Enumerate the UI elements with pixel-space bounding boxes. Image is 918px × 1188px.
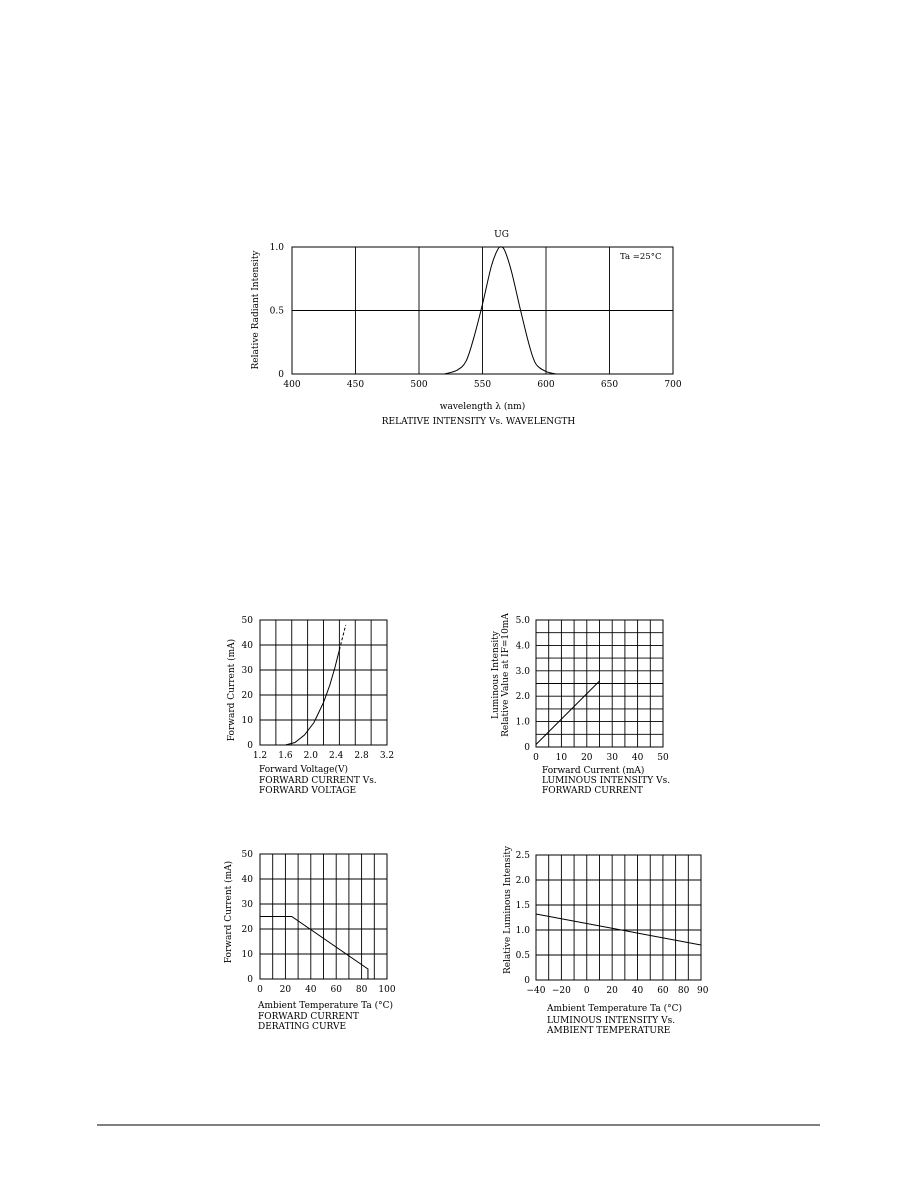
data-series-line [260, 917, 368, 980]
x-axis-label: wavelength λ (nm) [439, 402, 526, 412]
x-axis-label: Ambient Temperature Ta (°C) [258, 1001, 394, 1011]
chart-if-vf [226, 616, 394, 796]
chart-caption: FORWARD CURRENT [258, 1012, 359, 1022]
x-tick-label: 1.2 [252, 751, 268, 761]
y-tick-label: 2.0 [515, 692, 530, 703]
chart-caption: FORWARD CURRENT [542, 786, 643, 796]
chart-iv-ta [503, 845, 709, 1036]
y-tick-label: 5.0 [515, 616, 530, 626]
y-axis-label: Relative Value at IF=10mA [501, 613, 511, 737]
x-tick-label: 0 [533, 753, 539, 763]
y-tick-label: 0 [278, 370, 284, 380]
x-axis-label: Forward Current (mA) [542, 766, 645, 776]
y-tick-label: 10 [241, 716, 253, 726]
plot-frame [536, 855, 701, 980]
y-tick-label: 2.5 [515, 851, 530, 861]
y-axis-label: Relative Radiant Intensity [251, 250, 261, 370]
x-tick-label: 0 [583, 986, 590, 996]
chart-caption: FORWARD VOLTAGE [259, 786, 357, 796]
x-tick-label: 650 [600, 380, 619, 390]
y-tick-label: 2.0 [515, 876, 530, 886]
y-tick-label: 10 [241, 950, 253, 960]
x-tick-label: 2.8 [354, 751, 369, 761]
y-tick-label: 1.0 [515, 926, 530, 936]
data-series-line [536, 681, 600, 745]
x-tick-label: 80 [355, 985, 368, 995]
x-tick-label: 20 [606, 986, 618, 996]
y-tick-label: 0 [524, 976, 530, 986]
x-tick-label: 2.4 [329, 751, 344, 761]
x-tick-label: 20 [581, 753, 593, 763]
x-tick-label: 1.6 [278, 751, 293, 761]
y-tick-label: 0 [524, 743, 530, 753]
x-tick-label: 450 [346, 380, 365, 390]
y-tick-label: 0 [247, 741, 253, 751]
y-tick-label: 50 [241, 850, 253, 860]
x-tick-label: 600 [537, 380, 555, 390]
x-tick-label: 60 [657, 986, 669, 996]
chart-annotation: Ta =25°C [620, 252, 662, 262]
x-tick-label: 40 [305, 985, 317, 995]
x-tick-label: 60 [330, 985, 342, 995]
chart-caption: LUMINOUS INTENSITY Vs. [547, 1016, 676, 1026]
y-tick-label: 1.0 [269, 243, 284, 253]
x-tick-label: −20 [551, 986, 571, 996]
x-tick-label: 700 [664, 380, 682, 390]
x-tick-label: 20 [279, 985, 292, 995]
y-tick-label: 0.5 [269, 306, 284, 317]
y-tick-label: 30 [241, 666, 253, 676]
chart-spectrum [251, 230, 682, 427]
y-tick-label: 20 [241, 691, 253, 701]
y-tick-label: 40 [241, 875, 253, 885]
chart-caption: FORWARD CURRENT Vs. [259, 776, 377, 786]
y-tick-label: 40 [241, 641, 253, 651]
x-tick-label: 90 [697, 986, 709, 996]
y-tick-label: 3.0 [515, 666, 530, 677]
y-tick-label: 0 [247, 975, 253, 985]
x-tick-label: 0 [257, 985, 263, 995]
x-tick-label: 50 [657, 753, 669, 763]
y-tick-label: 0.5 [515, 951, 530, 961]
x-tick-label: 550 [473, 380, 492, 390]
data-series-line [285, 650, 339, 745]
y-tick-label: 1.5 [515, 901, 530, 911]
x-axis-label: Ambient Temperature Ta (°C) [547, 1004, 683, 1014]
x-tick-label: 100 [378, 985, 396, 995]
chart-derating [223, 850, 396, 1032]
y-tick-label: 1.0 [515, 717, 530, 728]
y-tick-label: 50 [241, 616, 253, 626]
x-tick-label: 400 [283, 380, 301, 390]
y-tick-label: 20 [241, 925, 253, 935]
y-axis-label: Relative Luminous Intensity [503, 845, 513, 975]
x-tick-label: 30 [606, 753, 618, 763]
x-axis-label: Forward Voltage(V) [259, 765, 349, 775]
chart-caption: AMBIENT TEMPERATURE [547, 1026, 671, 1036]
chart-iv-if [491, 613, 670, 796]
x-tick-label: 500 [410, 380, 428, 390]
x-tick-label: 80 [677, 986, 690, 996]
chart-caption: LUMINOUS INTENSITY Vs. [542, 776, 671, 786]
x-tick-label: 2.0 [303, 751, 318, 761]
y-axis-label: Luminous Intensity [491, 631, 501, 719]
y-tick-label: 4.0 [515, 641, 530, 652]
x-tick-label: 40 [631, 986, 644, 996]
series-label: UG [494, 230, 509, 240]
y-axis-label: Forward Current (mA) [227, 638, 237, 742]
data-series-line [339, 625, 345, 650]
y-axis-label: Forward Current (mA) [224, 860, 234, 964]
chart-caption: DERATING CURVE [258, 1022, 347, 1032]
x-tick-label: 10 [555, 753, 568, 763]
x-tick-label: −40 [526, 986, 546, 996]
x-tick-label: 40 [631, 753, 644, 763]
chart-caption: RELATIVE INTENSITY Vs. WAVELENGTH [381, 417, 576, 427]
data-series-line [536, 914, 701, 945]
y-tick-label: 30 [241, 900, 253, 910]
x-tick-label: 3.2 [379, 751, 395, 761]
